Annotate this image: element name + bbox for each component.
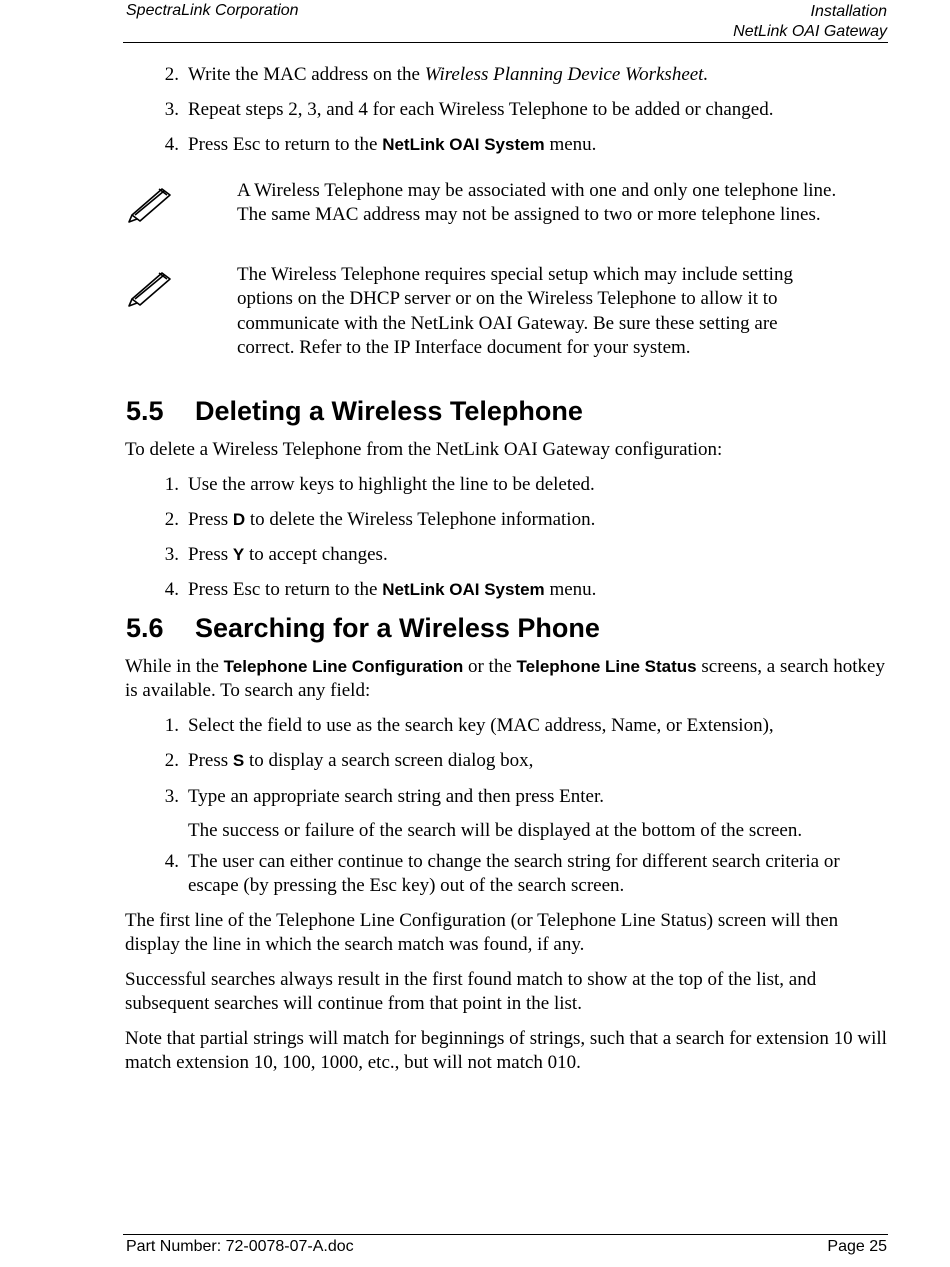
step-text: Repeat steps 2, 3, and 4 for each Wireless Telephone to be added or changed. <box>188 99 774 120</box>
step-text: The user can either continue to change the search string for different search criteria or escape (by pressing the Esc key) out of the search screen. <box>188 851 840 896</box>
body-paragraph: Note that partial strings will match for beginnings of strings, such that a search for extension 10 will match extension 10, 100, 1000, etc., but will not match 010. <box>125 1028 887 1073</box>
section-heading <box>126 395 583 427</box>
pencil-note-icon <box>126 184 176 224</box>
menu-name: NetLink OAI System <box>382 580 545 599</box>
step-number: 1. <box>164 715 179 736</box>
step-number: 4. <box>164 579 179 600</box>
hotkey: S <box>232 751 245 770</box>
hotkey: Y <box>232 545 245 564</box>
step-number: 4. <box>164 851 179 872</box>
screen-name: Telephone Line Configuration <box>223 657 464 676</box>
screen-name: Telephone Line Status <box>516 657 697 676</box>
step-number: 3. <box>164 544 179 565</box>
step-text: Select the field to use as the search key (MAC address, Name, or Extension), <box>188 715 774 736</box>
step-text: Write the MAC address on the Wireless Planning Device Worksheet. <box>188 64 709 85</box>
pencil-note-icon <box>126 268 176 308</box>
body-paragraph: The first line of the Telephone Line Configuration (or Telephone Line Status) screen will then display the line in which the search match was found, if any. <box>125 910 839 955</box>
footer-page-number: Page 25 <box>827 1238 887 1255</box>
header-product: NetLink OAI Gateway <box>733 23 887 40</box>
section-number: 5.6 <box>126 613 164 643</box>
step-text: Press Esc to return to the NetLink OAI System menu. <box>188 134 597 155</box>
section-number: 5.5 <box>126 396 164 426</box>
step-note-text: The success or failure of the search will be displayed at the bottom of the screen. <box>188 820 803 841</box>
step-number: 3. <box>164 786 179 807</box>
header-company: SpectraLink Corporation <box>126 2 299 19</box>
step-text: Use the arrow keys to highlight the line to be deleted. <box>188 474 595 495</box>
section-title: Searching for a Wireless Phone <box>195 613 600 643</box>
header-rule <box>123 42 888 43</box>
step-number: 4. <box>164 134 179 155</box>
hotkey: D <box>232 510 246 529</box>
step-text: Press Y to accept changes. <box>188 544 388 565</box>
note-text: The Wireless Telephone requires special setup which may include setting options on the DHCP server or on the Wireless Telephone to allow it to communicate with the NetLink OAI Gateway. Be sure these setting are correct. Refer to the IP Interface document for your system. <box>237 264 793 359</box>
step-number: 2. <box>164 64 179 85</box>
body-paragraph: Successful searches always result in the first found match to show at the top of the list, and subsequent searches will continue from that point in the list. <box>125 969 817 1014</box>
header-section: Installation <box>810 3 887 20</box>
step-text: Press S to display a search screen dialog box, <box>188 750 534 771</box>
menu-name: NetLink OAI System <box>382 135 545 154</box>
section-heading <box>126 612 600 644</box>
header-right <box>733 2 887 42</box>
step-text: Press Esc to return to the NetLink OAI System menu. <box>188 579 597 600</box>
footer-rule <box>123 1234 888 1235</box>
step-number: 2. <box>164 509 179 530</box>
note-text: A Wireless Telephone may be associated with one and only one telephone line. The same MAC address may not be assigned to two or more telephone lines. <box>237 180 837 226</box>
section-intro: While in the Telephone Line Configuration or the Telephone Line Status screens, a search hotkey is available. To search any field: <box>125 656 885 701</box>
step-number: 1. <box>164 474 179 495</box>
footer-part-number: Part Number: 72-0078-07-A.doc <box>126 1238 354 1255</box>
section-intro: To delete a Wireless Telephone from the NetLink OAI Gateway configuration: <box>125 439 723 460</box>
section-title: Deleting a Wireless Telephone <box>195 396 583 426</box>
step-text: Press D to delete the Wireless Telephone information. <box>188 509 596 530</box>
step-number: 2. <box>164 750 179 771</box>
worksheet-title: Wireless Planning Device Worksheet <box>424 64 704 85</box>
step-text: Type an appropriate search string and then press Enter. <box>188 786 604 807</box>
step-number: 3. <box>164 99 179 120</box>
